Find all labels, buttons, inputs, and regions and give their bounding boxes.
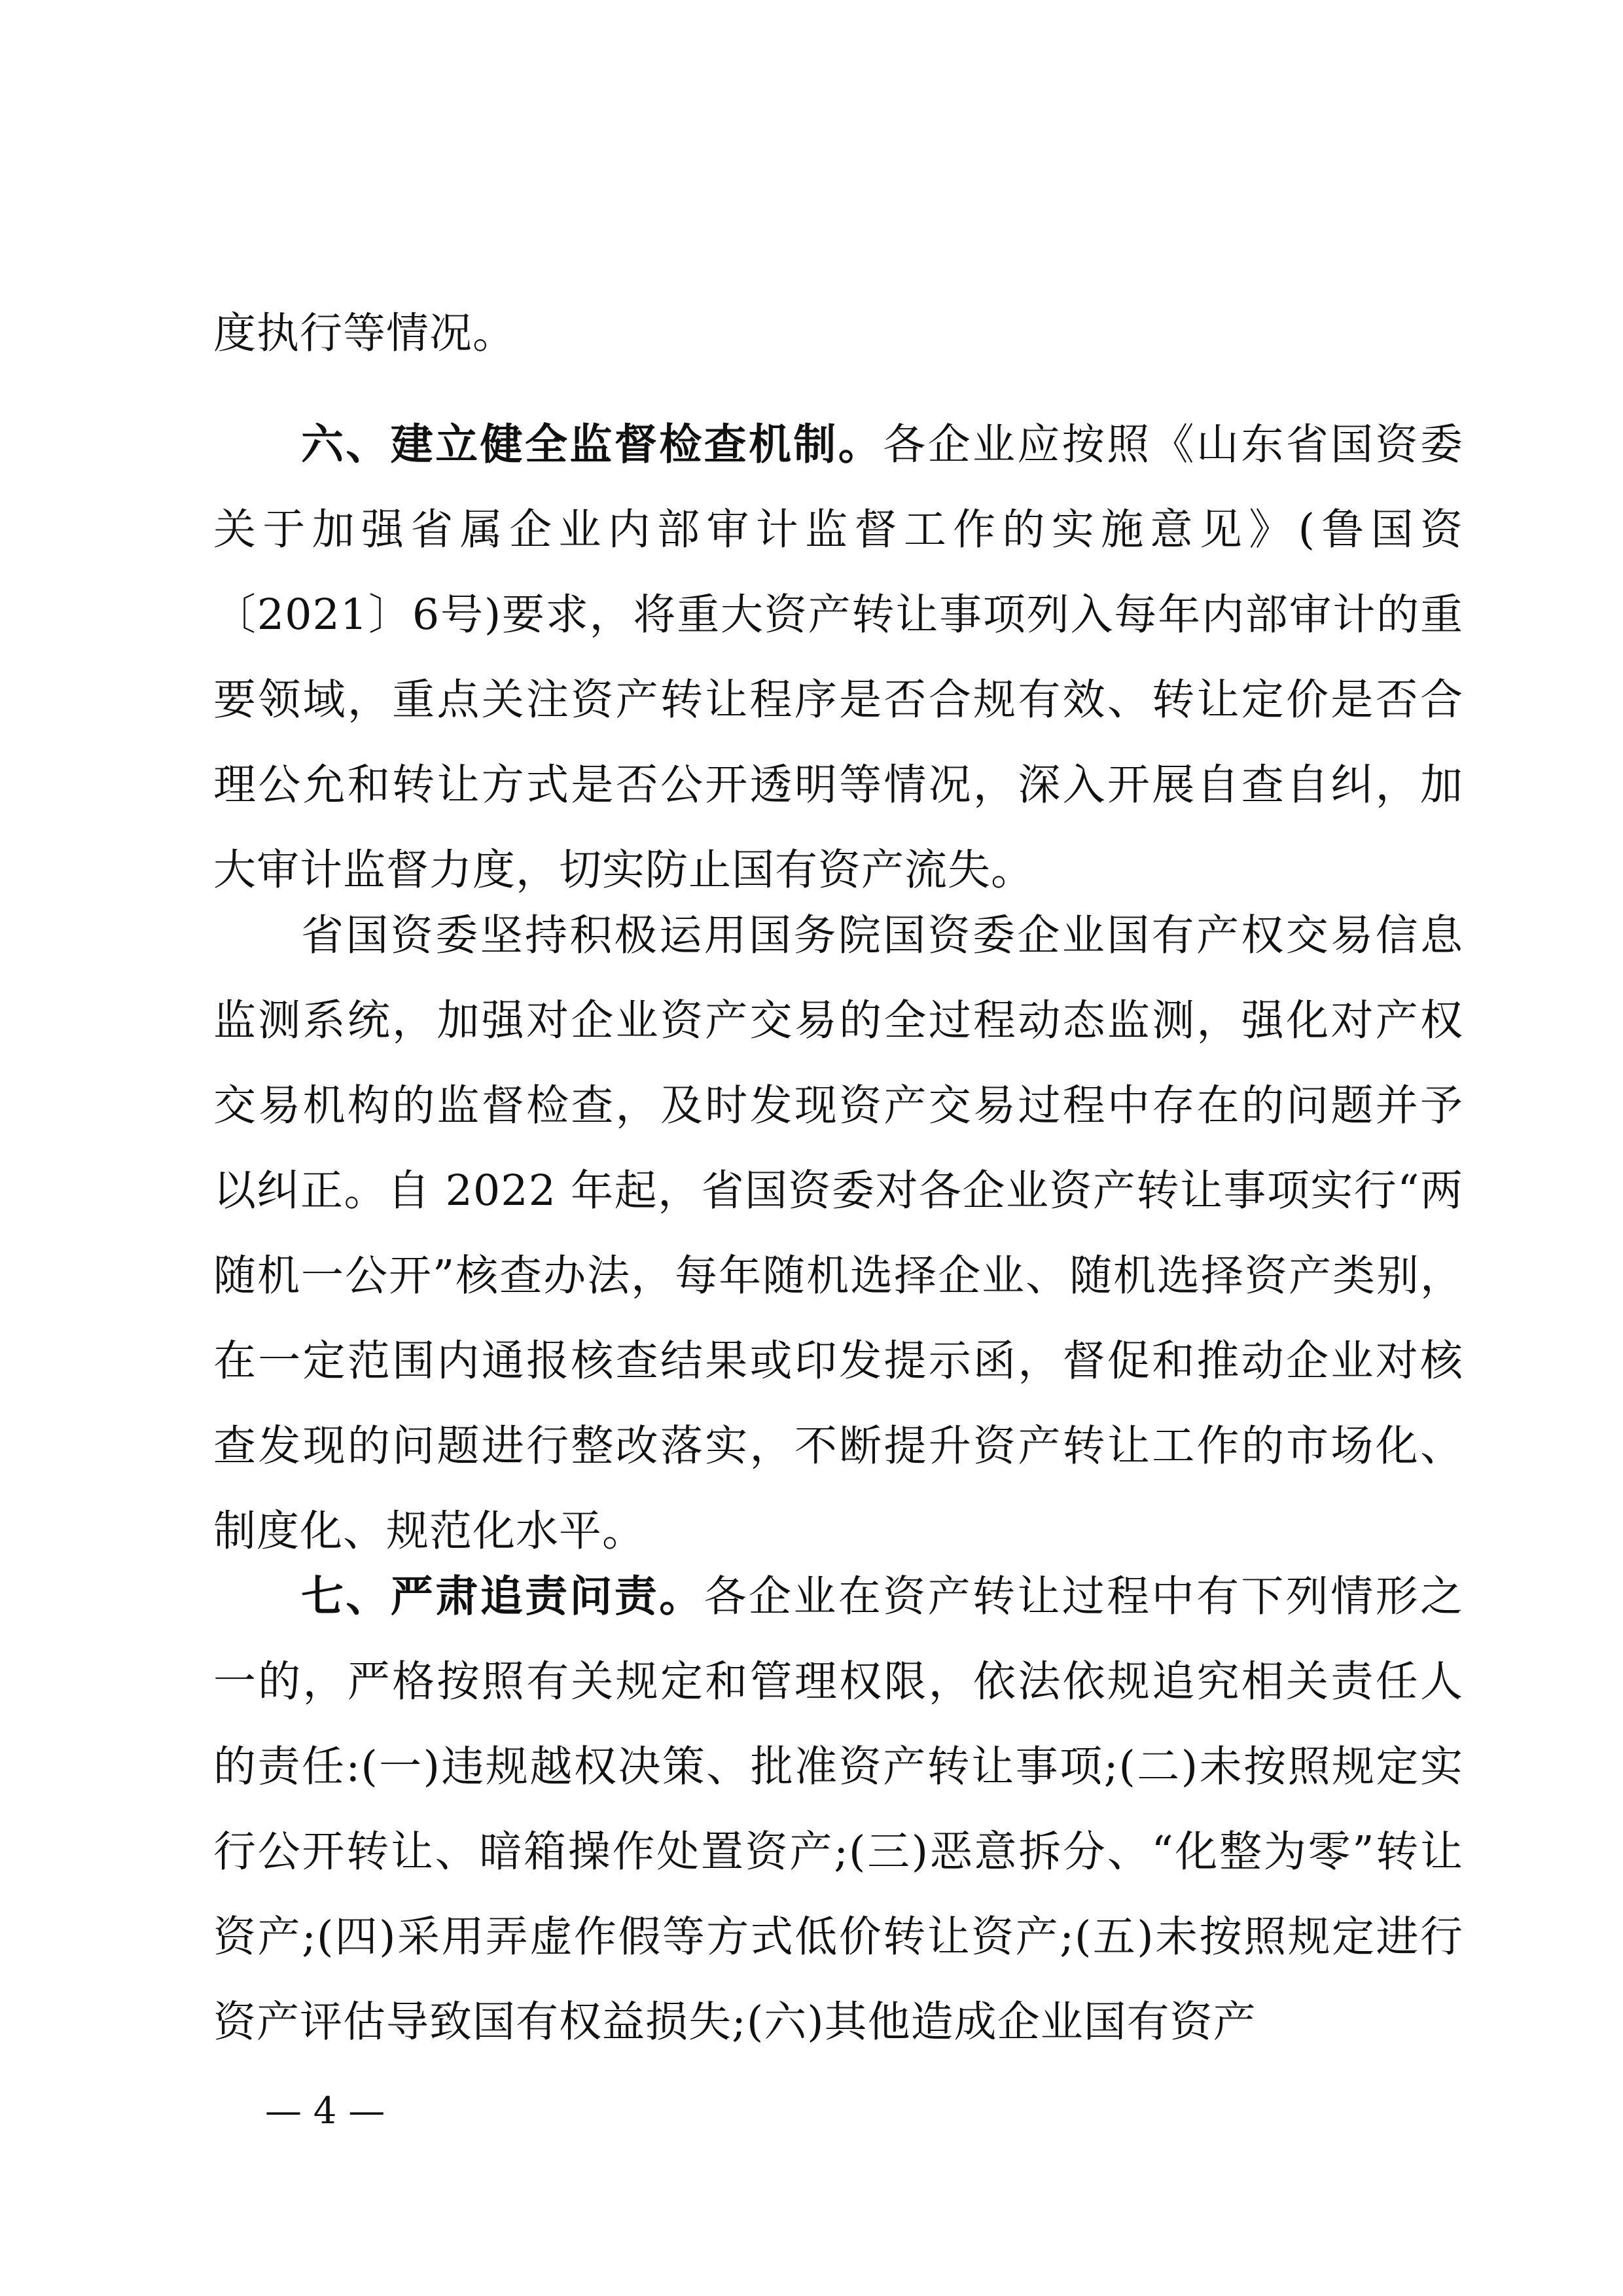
- paragraph-body: 度执行等情况。: [213, 309, 516, 358]
- paragraph-body: 各企业应按照《山东省国资委关于加强省属企业内部审计监督工作的实施意见》(鲁国资〔2021〕6号)要求，将重大资产转让事项列入每年内部审计的重要领域，重点关注资产转让程序是否合规有效、转让定价是否合理公允和转让方式是否公开透明等情况，深入开展自查自纠，加大审计监督力度，切实防止国有资产流失。: [213, 420, 1463, 895]
- paragraph-section-seven: [213, 1554, 1463, 2065]
- page-number: — 4 —: [265, 2090, 385, 2132]
- paragraph-section-six: [213, 403, 1463, 913]
- paragraph-body: 各企业在资产转让过程中有下列情形之一的，严格按照有关规定和管理权限，依法依规追究相关责任人的责任:(一)违规越权决策、批准资产转让事项;(二)未按照规定实行公开转让、暗箱操作处置资产;(三)恶意拆分、“化整为零”转让资产;(四)采用弄虚作假等方式低价转让资产;(五)未按照规定进行资产评估导致国有权益损失;(六)其他造成企业国有资产: [213, 1572, 1463, 2047]
- section-heading: 七、严肃追责问责。: [301, 1572, 704, 1621]
- paragraph-body: 省国资委坚持积极运用国务院国资委企业国有产权交易信息监测系统，加强对企业资产交易的全过程动态监测，强化对产权交易机构的监督检查，及时发现资产交易过程中存在的问题并予以纠正。自 2022 年起，省国资委对各企业资产转让事项实行“两随机一公开”核查办法，每年随机选择企业、随机选择资产类别，在一定范围内通报核查结果或印发提示函，督促和推动企业对核查发现的问题进行整改落实，不断提升资产转让工作的市场化、制度化、规范化水平。: [213, 911, 1463, 1556]
- paragraph-continuation: [213, 291, 1463, 376]
- section-heading: 六、建立健全监督检查机制。: [301, 420, 883, 469]
- paragraph-supervision: [213, 893, 1463, 1574]
